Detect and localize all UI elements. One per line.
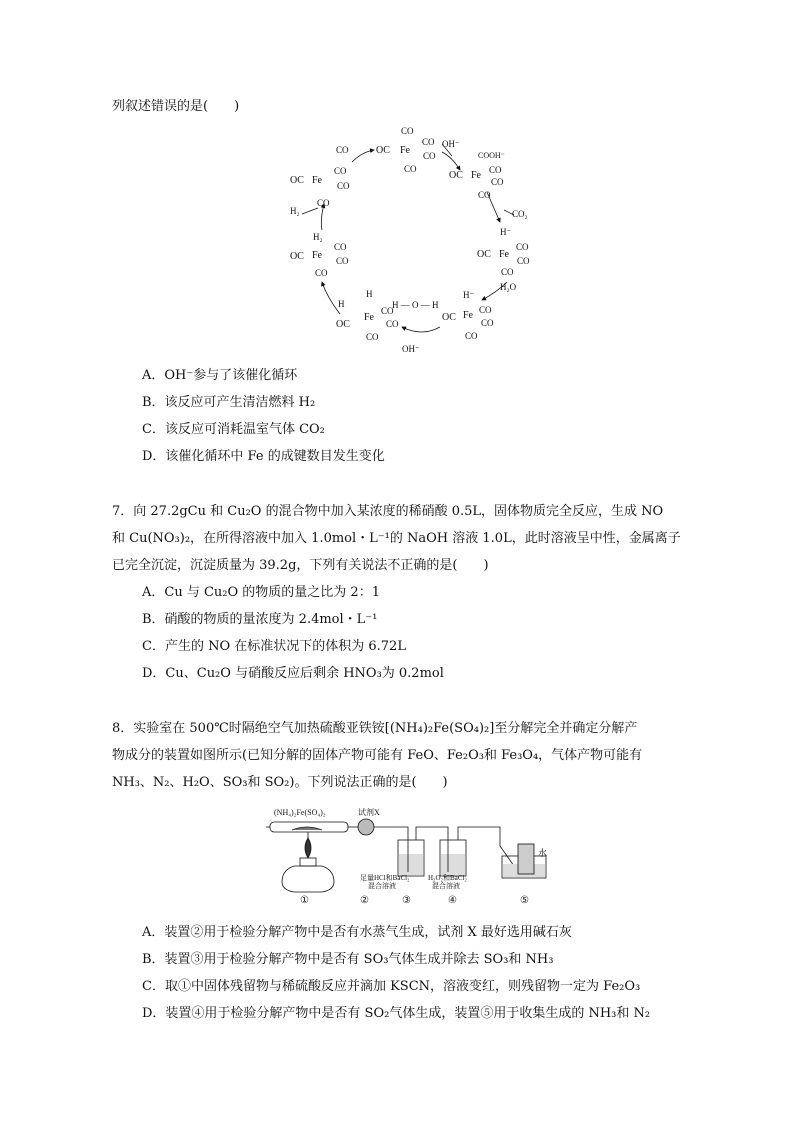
svg-text:Fe: Fe — [499, 249, 509, 260]
q7-option-d: D．Cu、Cu₂O 与硝酸反应后剩余 HNO₃为 0.2mol — [142, 666, 444, 681]
svg-text:OC: OC — [442, 312, 456, 323]
co2-label: CO₂ — [512, 209, 528, 219]
salt-label: (NH₄)₂Fe(SO₄)₂ — [274, 808, 326, 817]
catalytic-cycle-diagram — [282, 122, 532, 358]
bottle-4-label-2: 混合溶液 — [432, 882, 460, 890]
q7-option-a: A．Cu 与 Cu₂O 的物质的量之比为 2：1 — [142, 585, 380, 600]
svg-text:CO: CO — [491, 177, 504, 187]
svg-text:CO: CO — [366, 332, 379, 342]
q8-option-c: C．取①中固体残留物与稀硫酸反应并滴加 KSCN，溶液变红，则残留物一定为 Fe₂O₃ — [142, 979, 641, 994]
svg-text:CO: CO — [465, 331, 478, 341]
fe-complex-right-mid — [477, 227, 530, 277]
svg-text:OC: OC — [290, 175, 304, 186]
q6-option-b: B．该反应可产生清洁燃料 H₂ — [142, 395, 316, 410]
svg-text:OC: OC — [376, 145, 390, 156]
fe-complex-left-mid — [290, 206, 349, 278]
svg-text:CO: CO — [404, 164, 417, 174]
svg-text:OH⁻: OH⁻ — [442, 139, 460, 149]
q7-option-b: B．硝酸的物质的量浓度为 2.4mol・L⁻¹ — [142, 612, 378, 627]
svg-text:CO: CO — [401, 126, 414, 136]
svg-text:CO: CO — [336, 256, 349, 266]
heating-tube — [266, 822, 348, 892]
h2o-label: H₂O — [500, 282, 517, 292]
label-3: ③ — [402, 895, 411, 906]
svg-text:Fe: Fe — [463, 310, 473, 321]
svg-text:CO: CO — [489, 165, 502, 175]
label-2: ② — [360, 895, 369, 906]
svg-text:Fe: Fe — [312, 250, 322, 261]
q8-stem-line-3: NH₃、N₂、H₂O、SO₃和 SO₂)。下列说法正确的是( ) — [112, 775, 448, 790]
svg-text:H⁻: H⁻ — [500, 227, 512, 237]
water-label: 水 — [538, 848, 548, 858]
svg-text:CO: CO — [334, 166, 347, 176]
q6-option-c: C．该反应可消耗温室气体 CO₂ — [142, 422, 325, 437]
fe-complex-right-top — [442, 139, 505, 200]
svg-text:CO: CO — [381, 306, 394, 316]
svg-text:CO: CO — [517, 256, 530, 266]
q8-option-d: D．装置④用于检验分解产物中是否有 SO₂气体生成，装置⑤用于收集生成的 NH₃和 N₂ — [142, 1006, 651, 1021]
svg-text:OC: OC — [449, 170, 463, 181]
svg-text:H: H — [338, 299, 345, 309]
svg-text:Fe: Fe — [400, 145, 410, 156]
svg-text:CO: CO — [317, 198, 330, 208]
bottle-3-label-1: 足量HCl和BaCl₂ — [360, 874, 410, 882]
svg-text:Fe: Fe — [312, 175, 322, 186]
svg-text:Fe: Fe — [364, 312, 374, 323]
svg-text:CO: CO — [479, 305, 492, 315]
bottle-3-label-2: 混合溶液 — [368, 882, 396, 890]
svg-text:CO: CO — [516, 242, 529, 252]
fe-complex-top — [376, 126, 436, 174]
q8-stem-line-2: 物成分的装置如图所示(已知分解的固体产物可能有 FeO、Fe₂O₃和 Fe₃O₄，气体产物可能有 — [112, 748, 643, 763]
svg-text:H⁻: H⁻ — [463, 290, 475, 300]
bottle-3 — [392, 827, 442, 876]
svg-text:CO: CO — [315, 268, 328, 278]
oh-minus-bottom: OH⁻ — [402, 344, 420, 354]
svg-text:COOH⁻: COOH⁻ — [478, 151, 505, 160]
svg-text:CO: CO — [337, 181, 350, 191]
q7-stem-line-3: 已完全沉淀，沉淀质量为 39.2g，下列有关说法不正确的是( ) — [112, 558, 489, 573]
label-5: ⑤ — [520, 895, 529, 906]
svg-text:CO: CO — [334, 242, 347, 252]
q6-option-a: A．OH⁻参与了该催化循环 — [142, 368, 298, 383]
svg-text:CO: CO — [481, 318, 494, 328]
apparatus-diagram — [262, 806, 562, 908]
q7-stem-line-2: 和 Cu(NO₃)₂，在所得溶液中加入 1.0mol・L⁻¹的 NaOH 溶液 1.0L，此时溶液呈中性，金属离子 — [112, 531, 681, 546]
q6-stem: 列叙述错误的是( ) — [112, 99, 240, 114]
svg-text:CO: CO — [501, 267, 514, 277]
svg-text:OC: OC — [336, 319, 350, 330]
svg-text:H₂: H₂ — [290, 206, 300, 216]
q7-option-c: C．产生的 NO 在标准状况下的体积为 6.72L — [142, 639, 406, 654]
reagent-x-label: 试剂X — [358, 808, 380, 817]
svg-text:OC: OC — [477, 249, 491, 260]
svg-text:CO: CO — [422, 137, 435, 147]
label-4: ④ — [448, 895, 457, 906]
hoh-label: H — O — H — [392, 300, 439, 310]
fe-complex-bottom-mid — [336, 289, 399, 342]
q8-option-a: A．装置②用于检验分解产物中是否有水蒸气生成，试剂 X 最好选用碱石灰 — [142, 925, 572, 940]
bottle-4-label-1: H₂O₂和BaCl₂ — [428, 874, 467, 882]
svg-text:OC: OC — [290, 251, 304, 262]
q6-option-d: D．该催化循环中 Fe 的成键数目发生变化 — [142, 449, 385, 464]
q8-option-b: B．装置③用于检验分解产物中是否有 SO₃气体生成并除去 SO₃和 NH₃ — [142, 952, 554, 967]
svg-text:CO: CO — [423, 151, 436, 161]
svg-text:CO: CO — [386, 319, 399, 329]
label-1: ① — [300, 895, 309, 906]
bottle-4 — [440, 827, 514, 876]
q8-stem-line-1: 8．实验室在 500℃时隔绝空气加热硫酸亚铁铵[(NH₄)₂Fe(SO₄)₂]至分解完全并确定分解产 — [112, 721, 638, 736]
svg-text:Fe: Fe — [471, 170, 481, 181]
drying-tube — [348, 819, 392, 835]
svg-text:H: H — [366, 289, 373, 299]
svg-text:CO: CO — [336, 145, 349, 155]
svg-text:H₂: H₂ — [313, 232, 323, 242]
svg-text:CO: CO — [478, 190, 491, 200]
q7-stem-line-1: 7．向 27.2gCu 和 Cu₂O 的混合物中加入某浓度的稀硝酸 0.5L，固体物质完全反应，生成 NO — [112, 504, 664, 519]
fe-complex-left-top — [290, 145, 350, 208]
